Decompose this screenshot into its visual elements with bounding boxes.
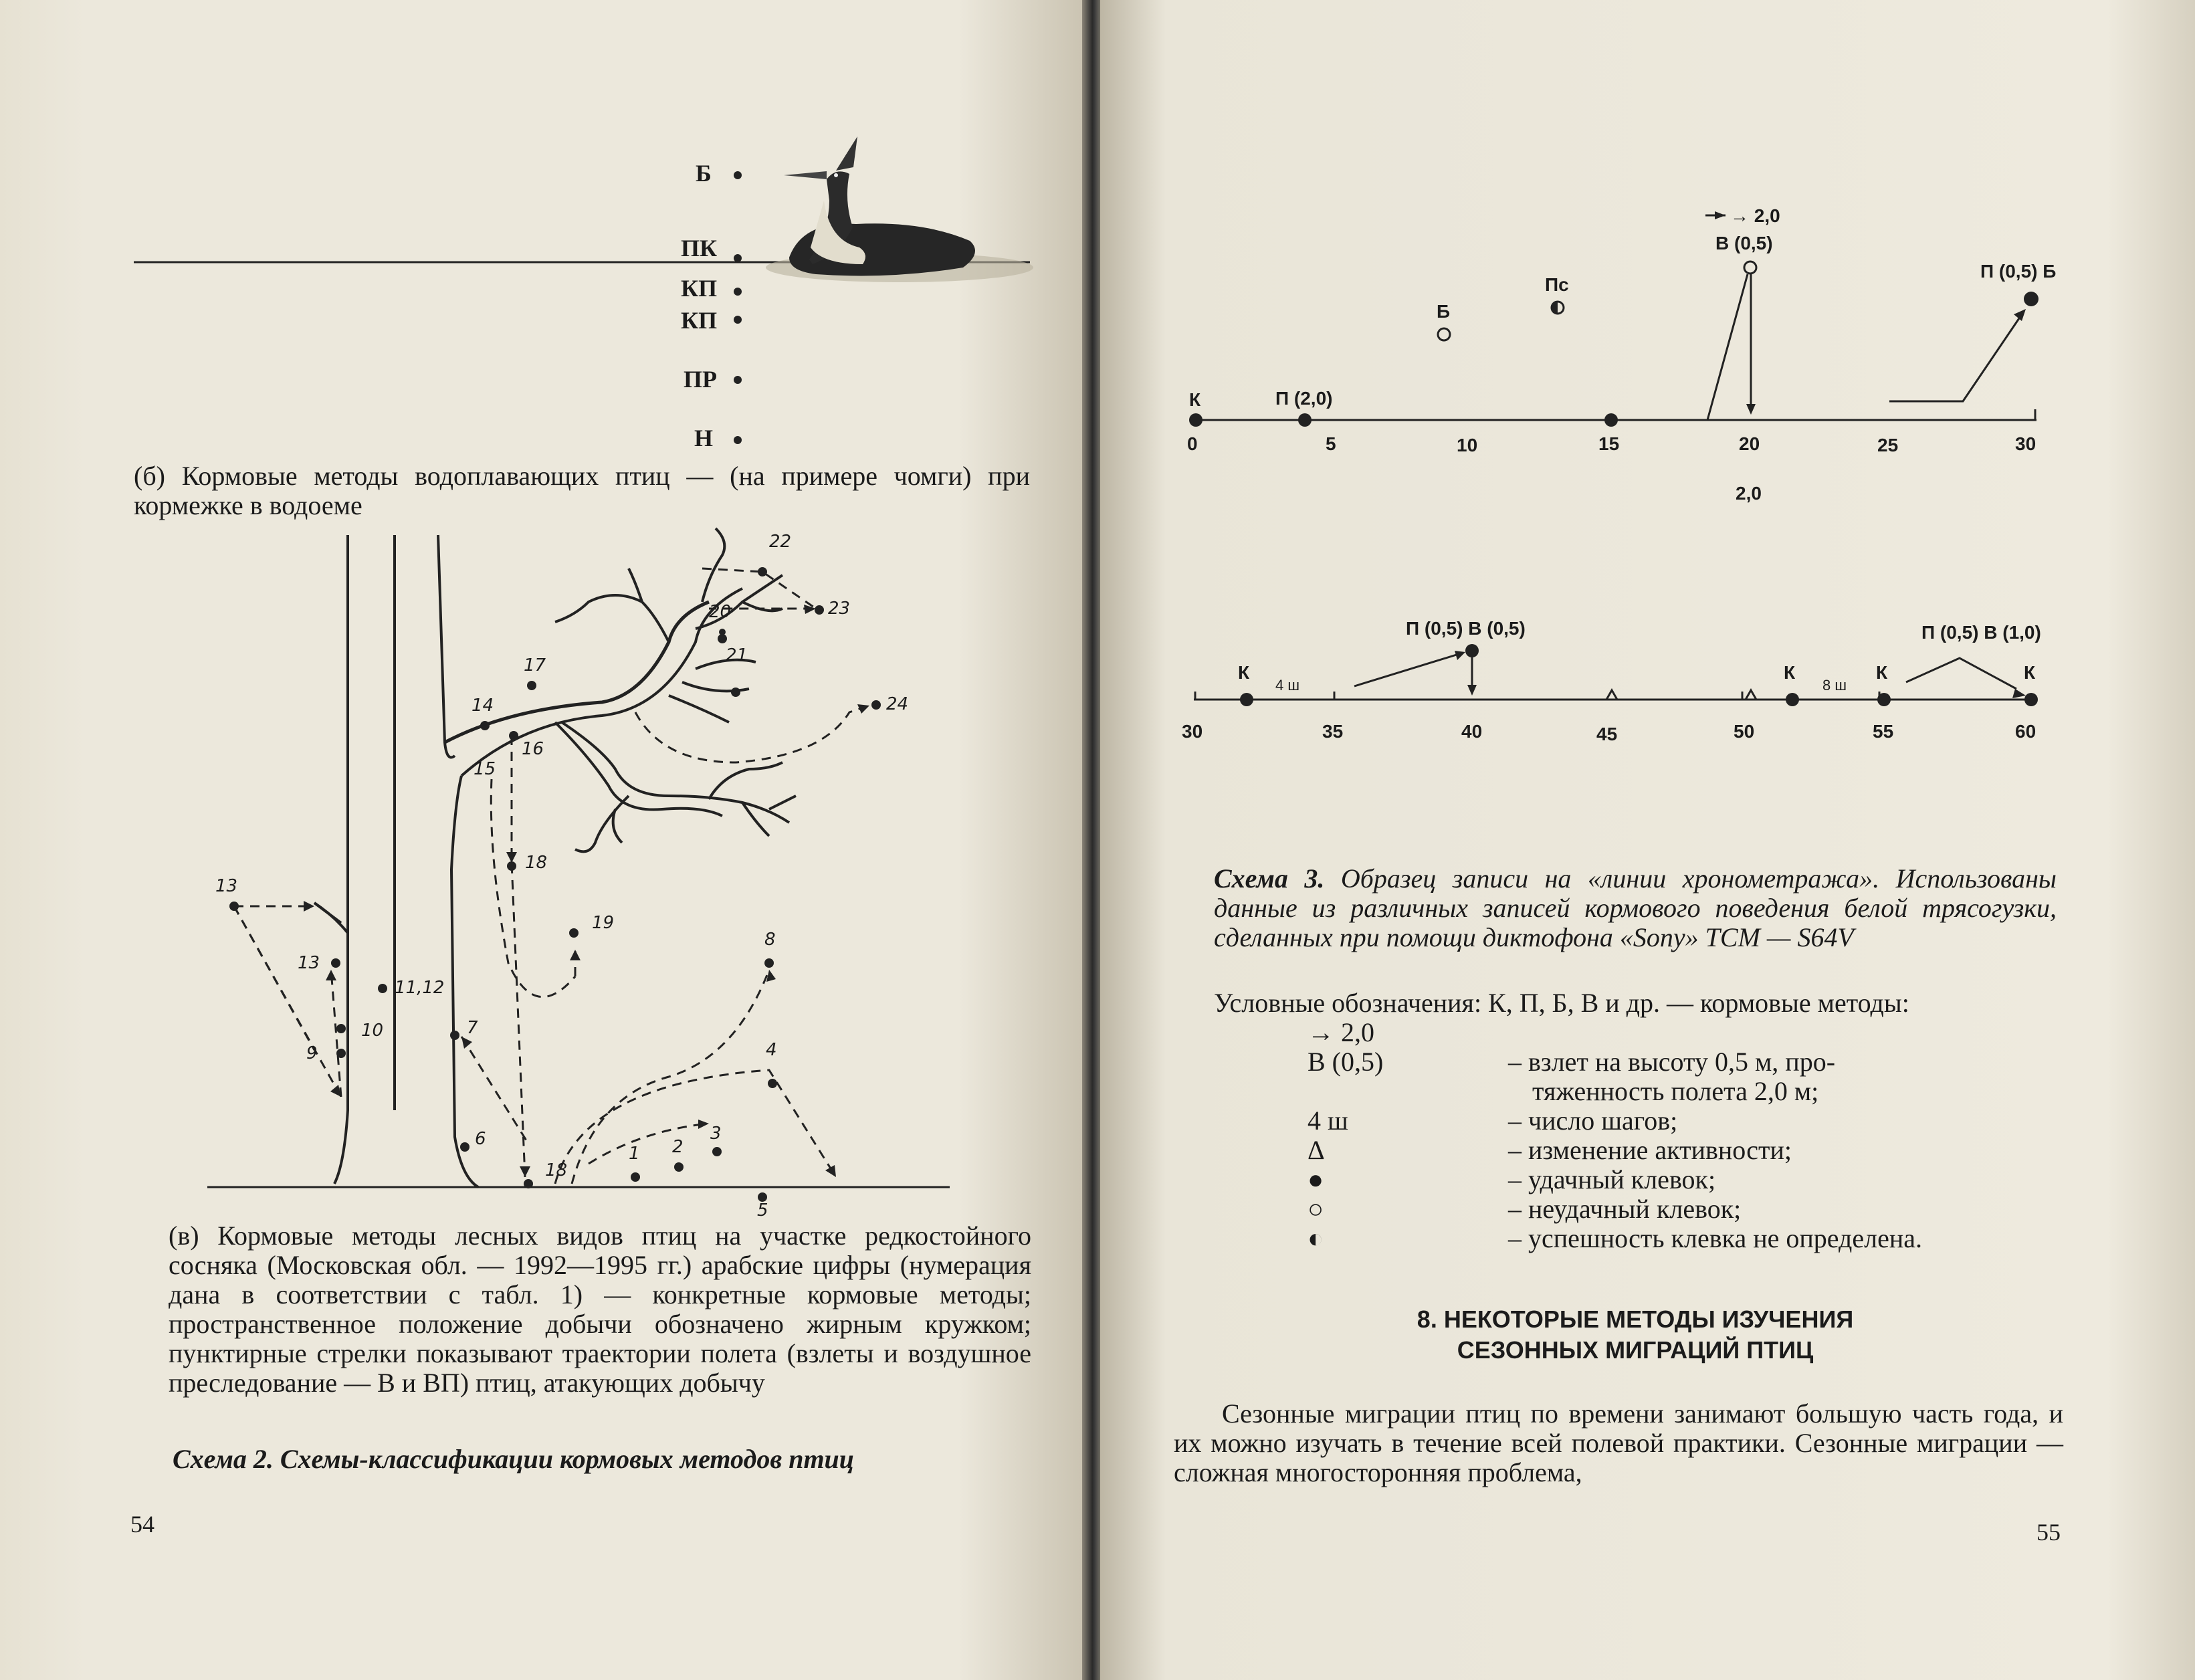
legend-symbol: ○	[1308, 1194, 1324, 1224]
tree-number: 24	[886, 694, 909, 714]
timeline1-tick: 0	[1187, 433, 1198, 454]
tree-number: 21	[726, 645, 748, 665]
timeline1-tick: 15	[1598, 433, 1620, 454]
scheme-3-caption	[1214, 864, 2057, 952]
caption-b: (б) Кормовые методы водоплавающих птиц — (на примере чомги) при кормежке в водоеме	[134, 461, 1030, 520]
timeline1-label: К	[1189, 389, 1201, 410]
legend-desc: – изменение активности;	[1508, 1135, 1792, 1165]
legend-symbol: 4 ш	[1308, 1106, 1348, 1136]
tree-number: 23	[828, 599, 851, 619]
timeline1-label: П (2,0)	[1275, 388, 1333, 409]
timeline1-label: → 2,0	[1730, 205, 1780, 226]
timeline1-tick: 5	[1326, 433, 1336, 454]
water-label-n: Н	[694, 425, 714, 451]
water-label-pk: ПК	[681, 235, 718, 261]
timeline1-label: П (0,5) Б	[1980, 261, 2057, 282]
timeline1-label: Пс	[1545, 274, 1569, 295]
legend-desc: – успешность клевка не определена.	[1508, 1223, 1922, 1253]
timeline1-tick: 10	[1457, 435, 1478, 455]
legend-row	[1214, 1077, 2083, 1106]
water-label-kp2: КП	[681, 307, 718, 334]
tree-number: 6	[475, 1129, 486, 1149]
legend-symbol: Δ	[1308, 1135, 1325, 1165]
legend-desc: – взлет на высоту 0,5 м, про-	[1508, 1047, 1836, 1077]
timeline1-tick: 20	[1739, 433, 1760, 454]
water-label-kp1: КП	[681, 275, 718, 302]
tree-number: 5	[757, 1200, 768, 1221]
tree-number: 15	[474, 759, 496, 779]
tree-number: 11,12	[395, 978, 445, 998]
section-heading-line-2: СЕЗОННЫХ МИГРАЦИЙ ПТИЦ	[1457, 1336, 1814, 1364]
timeline2-label: 8 ш	[1822, 677, 1847, 694]
timeline2-tick: 50	[1734, 721, 1755, 742]
tree-number: 13	[215, 876, 238, 896]
legend-row	[1214, 1136, 2083, 1165]
legend-symbol: ◐	[1308, 1223, 1324, 1253]
timeline2-tick: 30	[1182, 721, 1203, 742]
section-heading	[1301, 1304, 1970, 1366]
timeline2-label: К	[1784, 662, 1796, 683]
timeline2-tick: 55	[1873, 721, 1894, 742]
timeline2-tick: 45	[1596, 724, 1618, 744]
timeline2-label: К	[1238, 662, 1250, 683]
tree-number: 3	[710, 1124, 722, 1144]
legend-desc: – неудачный клевок;	[1508, 1194, 1742, 1224]
legend-desc: – число шагов;	[1508, 1106, 1678, 1136]
timeline2-label: 4 ш	[1275, 677, 1299, 694]
body-paragraph: Сезонные миграции птиц по времени занимают большую часть года, и их можно изучать в течение всей полевой практики. Сезонные миграции — сложная многосторонняя проблема,	[1174, 1398, 2063, 1487]
legend-symbol: В (0,5)	[1308, 1047, 1384, 1077]
timeline1-label: 2,0	[1736, 483, 1762, 504]
legend-arrow: → 2,0	[1308, 1017, 1374, 1047]
legend-row	[1214, 1165, 2083, 1194]
section-heading-line-1: 8. НЕКОТОРЫЕ МЕТОДЫ ИЗУЧЕНИЯ	[1417, 1305, 1854, 1333]
tree-number: 7	[467, 1018, 478, 1038]
timeline2-label: П (0,5) В (1,0)	[1921, 622, 2041, 643]
tree-number: 18	[525, 853, 548, 873]
legend-row	[1214, 1106, 2083, 1136]
page-number-right: 55	[2036, 1519, 2061, 1546]
left-page	[0, 0, 1089, 1680]
right-page	[1100, 0, 2195, 1680]
scheme-2-caption: Схема 2. Схемы-классификации кормовых методов птиц	[173, 1444, 855, 1474]
forest-diagram	[0, 0, 1089, 1271]
tree-number: 8	[764, 930, 776, 950]
scheme-3-title: Схема 3.	[1214, 863, 1325, 894]
tree-number: 1	[629, 1144, 640, 1164]
tree-number: 17	[524, 655, 546, 675]
timeline2-label: К	[2024, 662, 2036, 683]
legend-row	[1214, 1047, 2083, 1077]
tree-number: 16	[522, 739, 544, 759]
legend-row	[1214, 1194, 2083, 1224]
caption-v: (в) Кормовые методы лесных видов птиц на участке редкостойного сосняка (Московская обл. — 1992—1995 гг.) арабские цифры (нумерация дана в соответствии с табл. 1) — конкретные кормовые методы; пространственное положение добычи обозначено жирным кружком; пунктирные стрелки показывают траектории полета (взлеты и воздушное преследование — В и ВП) птиц, атакующих добычу	[169, 1221, 1031, 1398]
tree-number: 18	[545, 1160, 568, 1180]
legend-desc: – удачный клевок;	[1508, 1164, 1716, 1194]
timeline1-tick: 30	[2015, 433, 2036, 454]
timeline1-tick: 25	[1877, 435, 1899, 455]
timeline2-tick: 35	[1322, 721, 1344, 742]
timeline2-label: К	[1876, 662, 1888, 683]
legend-desc: тяженность полета 2,0 м;	[1532, 1076, 1819, 1106]
timeline1-label: Б	[1437, 301, 1451, 322]
tree-number: 22	[769, 532, 792, 552]
legend-row	[1214, 1224, 2083, 1253]
water-label-pr: ПР	[684, 366, 717, 393]
timeline2-tick: 60	[2015, 721, 2036, 742]
timeline1-label: В (0,5)	[1715, 233, 1773, 253]
tree-number: 9	[306, 1043, 318, 1063]
tree-number: 13	[298, 953, 320, 973]
tree-number: 14	[472, 696, 494, 716]
tree-number: 10	[361, 1021, 384, 1041]
legend	[1214, 988, 2077, 1276]
tree-number: 2	[672, 1137, 684, 1157]
timeline2-label: П (0,5) В (0,5)	[1406, 618, 1526, 639]
tree-number: 20	[709, 602, 732, 622]
water-label-b: Б	[696, 160, 712, 187]
timeline2-tick: 40	[1461, 721, 1483, 742]
page-number-left: 54	[130, 1511, 154, 1538]
tree-number: 4	[766, 1040, 777, 1060]
scheme-3-text: Образец записи на «линии хронометража». Использованы данные из различных записей кормового поведения белой трясогузки, сделанных при помощи диктофона «Sony» TCM — S64V	[1214, 863, 2057, 952]
legend-intro: Условные обозначения: К, П, Б, В и др. — кормовые методы:	[1214, 988, 1909, 1018]
legend-symbol: ●	[1308, 1164, 1324, 1194]
tree-number: 19	[592, 913, 615, 933]
